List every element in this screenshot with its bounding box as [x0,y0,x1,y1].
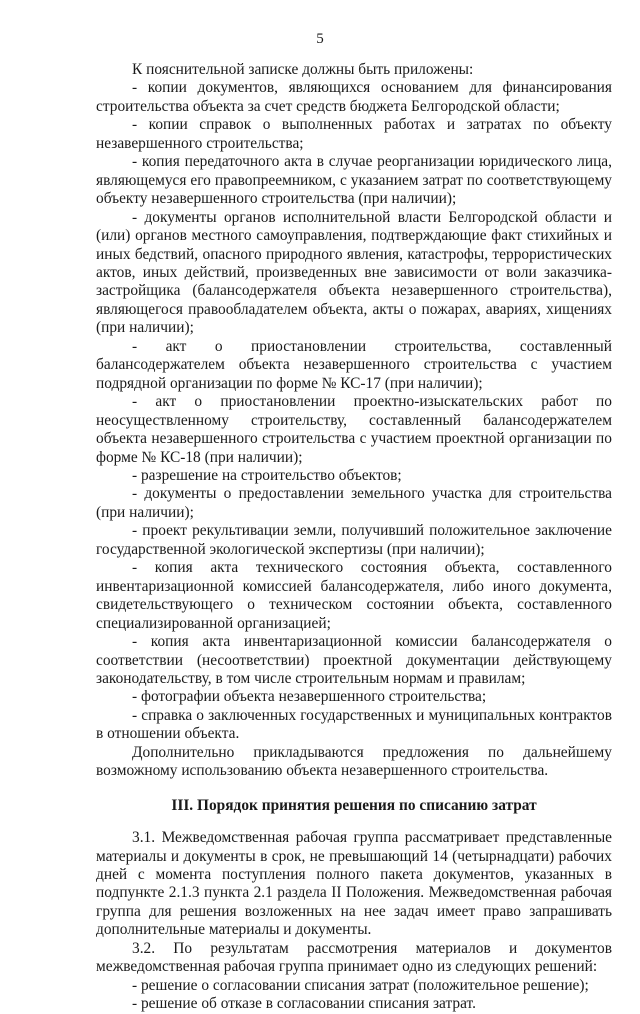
list-item: - документы органов исполнительной власти Белгородской области и (или) органов местного самоуправления, подтверждающие факт стихийных и иных бедствий, опасного природного явления, катастрофы, террористических актов, иных действий, произведенных вне зависимости от воли заказчика-застройщика (балансодержателя объекта незавершенного строительства), являющегося правообладателем объекта, акты о пожарах, авариях, хищениях (при наличии); [96,208,612,337]
list-item: - акт о приостановлении проектно-изыскательских работ по неосуществленному строительству, составленный балансодержателем объекта незавершенного строительства с участием проектной организации по форме № КС-18 (при наличии); [96,393,612,466]
list-item: - акт о приостановлении строительства, составленный балансодержателем объекта незавершенного строительства с участием подрядной организации по форме № КС-17 (при наличии); [96,337,612,392]
paragraph: Дополнительно прикладываются предложения по дальнейшему возможному использованию объекта незавершенного строительства. [96,743,612,780]
paragraph: К пояснительной записке должны быть приложены: [132,61,474,78]
list-item: - справка о заключенных государственных и муниципальных контрактов в отношении объекта. [96,706,612,743]
list-item: - решение о согласовании списания затрат (положительное решение); [132,976,589,994]
paragraph: 3.2. По результатам рассмотрения материалов и документов межведомственная рабочая группа принимает одно из следующих решений: [96,939,612,976]
page-number: 5 [316,31,324,47]
list-item: - проект рекультивации земли, получивший положительное заключение государственной экологической экспертизы (при наличии); [96,522,612,558]
list-item: - копии документов, являющихся основанием для финансирования строительства объекта за счет средств бюджета Белгородской области; [96,79,612,115]
list-item: - фотографии объекта незавершенного строительства; [132,688,487,706]
list-item: - разрешение на строительство объектов; [132,466,402,484]
list-item: - копия передаточного акта в случае реорганизации юридического лица, являющемуся его правопреемником, с указанием затрат по соответствующему объекту незавершенного строительства (при наличии); [96,153,612,208]
document-body [96,61,612,1014]
section-heading: III. Порядок принятия решения по списанию затрат [171,796,537,814]
paragraph: 3.1. Межведомственная рабочая группа рассматривает представленные материалы и документы в срок, не превышающий 14 (четырнадцати) рабочих дней с момента поступления полного пакета документов, указанных в подпункте 2.1.3 пункта 2.1 раздела II Положения. Межведомственная рабочая группа для решения возложенных на нее задач имеет право запрашивать дополнительные материалы и документы. [96,829,612,939]
list-item: - документы о предоставлении земельного участка для строительства (при наличии); [96,485,612,521]
list-item: - решение об отказе в согласовании списания затрат. [132,995,476,1013]
list-item: - копии справок о выполненных работах и затратах по объекту незавершенного строительства; [96,116,612,152]
list-item: - копия акта технического состояния объекта, составленного инвентаризационной комиссией балансодержателя, либо иного документа, свидетельствующего о техническом состоянии объекта, составленного специализированной организацией; [96,559,612,632]
list-item: - копия акта инвентаризационной комиссии балансодержателя о соответствии (несоответствии) проектной документации действующему законодательству, в том числе строительным нормам и правилам; [96,633,612,687]
